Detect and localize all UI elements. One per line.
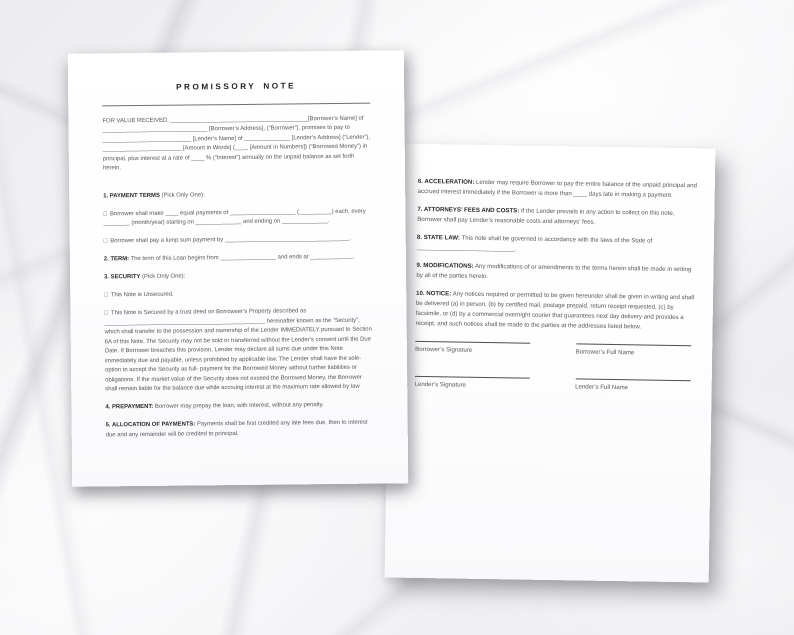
- intro-paragraph: FOR VALUE RECEIVED, __________________________________________[Borrower’s Name] of ________________________________ [Borrower’s Address], (“Borrower”), promises to pay to ___________________________ [Lender’s Name] of ______________ [Lender’s Address] (“Lender”), ________________________ [Amount in Words] (____ [Amount in Numbers]) (“Borrowed Money”) in principal, plus interest at a rate of ____ % (“Interest”) annually on the unpaid balance as set forth herein.: [102, 115, 371, 172]
- payment-option-installments-text: Borrower shall make ____ equal payments of ____________________ (__________) each, every ________ (month/year) starting on ______________ and ending on ______________.: [103, 208, 366, 227]
- section-attorneys-fees-text: If the Lender prevails in any action to collect on this note, Borrower shall pay Lender’s reasonable costs and attorneys’ fees.: [417, 207, 675, 226]
- security-option-unsecured-text: This Note is Unsecured.: [110, 291, 174, 299]
- borrower-signature-label: Borrower’s Signature: [415, 345, 473, 354]
- section-prepayment-text: Borrower may prepay the loan, with Interest, without any penalty.: [153, 402, 324, 410]
- section-term: [104, 253, 372, 265]
- security-option-unsecured: [104, 289, 372, 301]
- section-acceleration-text: Lender may require Borrower to pay the entire balance of the unpaid principal and accrued interest immediately if the Borrower is more than ____ days late in making a payment.: [417, 178, 697, 199]
- section-prepayment-label: 4. PREPAYMENT:: [105, 403, 154, 411]
- borrower-full-name-line: [576, 343, 691, 346]
- section-allocation: [106, 419, 374, 441]
- section-state-law-text: This note shall be governed in accordance with the laws of the State of _____________________________.: [416, 234, 653, 253]
- borrower-full-name-label: Borrower’s Full Name: [575, 347, 635, 356]
- section-security-label: 3. SECURITY: [104, 274, 141, 281]
- payment-option-lump-sum-text: Borrower shall pay a lump sum payment by ______________________________________.: [110, 235, 352, 245]
- lender-full-name-label: Lender’s Full Name: [575, 383, 629, 392]
- title-divider: [102, 102, 370, 106]
- section-payment-terms-suffix: (Pick Only One):: [159, 191, 205, 199]
- section-notice: [416, 289, 700, 333]
- section-allocation-text: Payments shall be first credited any late fees due, then to interest due and any remainder will be credited to principal.: [105, 419, 368, 438]
- section-notice-text: Any notices required or permitted to be given hereunder shall be given in writing and shall be delivered (a) in person, (b) by certified mail, postage prepaid, return receipt requested, (c) by facsimile, or (d) by a commercial overnight courier that guarantees next day delivery and provides a receipt, and such notices shall be made to the parties at the addresses listed below.: [415, 290, 695, 331]
- checkbox-icon: □: [104, 310, 109, 317]
- lender-full-name-line: [575, 379, 690, 382]
- payment-option-installments: [103, 207, 371, 229]
- section-modifications: [416, 261, 699, 285]
- promissory-note-page-2: [385, 143, 716, 582]
- section-acceleration: [418, 177, 701, 201]
- section-allocation-label: 5. ALLOCATION OF PAYMENTS:: [105, 421, 196, 429]
- promissory-note-page-1: [68, 50, 409, 486]
- section-term-label: 2. TERM:: [103, 256, 130, 263]
- section-security-heading: [104, 271, 372, 283]
- section-modifications-text: Any modifications of or amendments to the terms herein shall be made in writing by all of the parties hereto.: [416, 263, 692, 281]
- section-attorneys-fees-label: 7. ATTORNEYS’ FEES AND COSTS:: [417, 205, 520, 215]
- lender-full-name-field: [575, 379, 698, 395]
- section-state-law: [417, 233, 700, 257]
- borrower-full-name-field: [576, 343, 699, 359]
- checkbox-icon: □: [103, 238, 108, 245]
- section-modifications-label: 9. MODIFICATIONS:: [416, 262, 474, 271]
- borrower-signature-line: [415, 340, 530, 343]
- section-security-suffix: (Pick Only One):: [140, 273, 186, 281]
- checkbox-icon: □: [103, 210, 108, 217]
- signature-block: [415, 340, 699, 394]
- document-title: PROMISSORY NOTE: [176, 81, 297, 92]
- security-option-secured-text: This Note is Secured by a trust deed on Borrowser’s Property described as _________________________________________________ hereinafter known as the “Security”, which shall transfer to the possession and ownership of the Lender IMMEDIATELY pursuant to Section 6A of this Note. The Security may not be sold or transferred without the Lender’s consent until the Due Date. If Borrower breaches this provision, Lender may declare all sums due under this Note immediately due and payable, unless prohibited by applicable law. The Lender shall have the sole-option to accept the Security as full- payment for the Borrowed Money without further liabilities or obligations. If the market value of the Security does not exceed the Borrowed Money, the Borrower shall remain liable for the balance due while accruing interest at the maximum rate allowed by law: [104, 308, 372, 393]
- payment-option-lump-sum: [104, 235, 372, 247]
- section-payment-terms-heading: [103, 189, 371, 201]
- borrower-signature-field: [415, 340, 538, 356]
- section-payment-terms-label: 1. PAYMENT TERMS: [103, 192, 160, 199]
- section-state-law-label: 8. STATE LAW:: [416, 234, 461, 242]
- security-option-secured: [104, 307, 373, 395]
- section-acceleration-label: 6. ACCELERATION:: [417, 177, 475, 186]
- checkbox-icon: □: [104, 292, 108, 299]
- lender-signature-field: [415, 376, 538, 392]
- section-attorneys-fees: [417, 205, 700, 229]
- section-prepayment: [105, 401, 373, 413]
- lender-signature-label: Lender’s Signature: [414, 381, 466, 390]
- section-notice-label: 10. NOTICE:: [416, 290, 452, 298]
- section-term-text: The term of this Loan begins from _________________ and ends at _____________.: [129, 253, 355, 263]
- lender-signature-line: [415, 376, 530, 379]
